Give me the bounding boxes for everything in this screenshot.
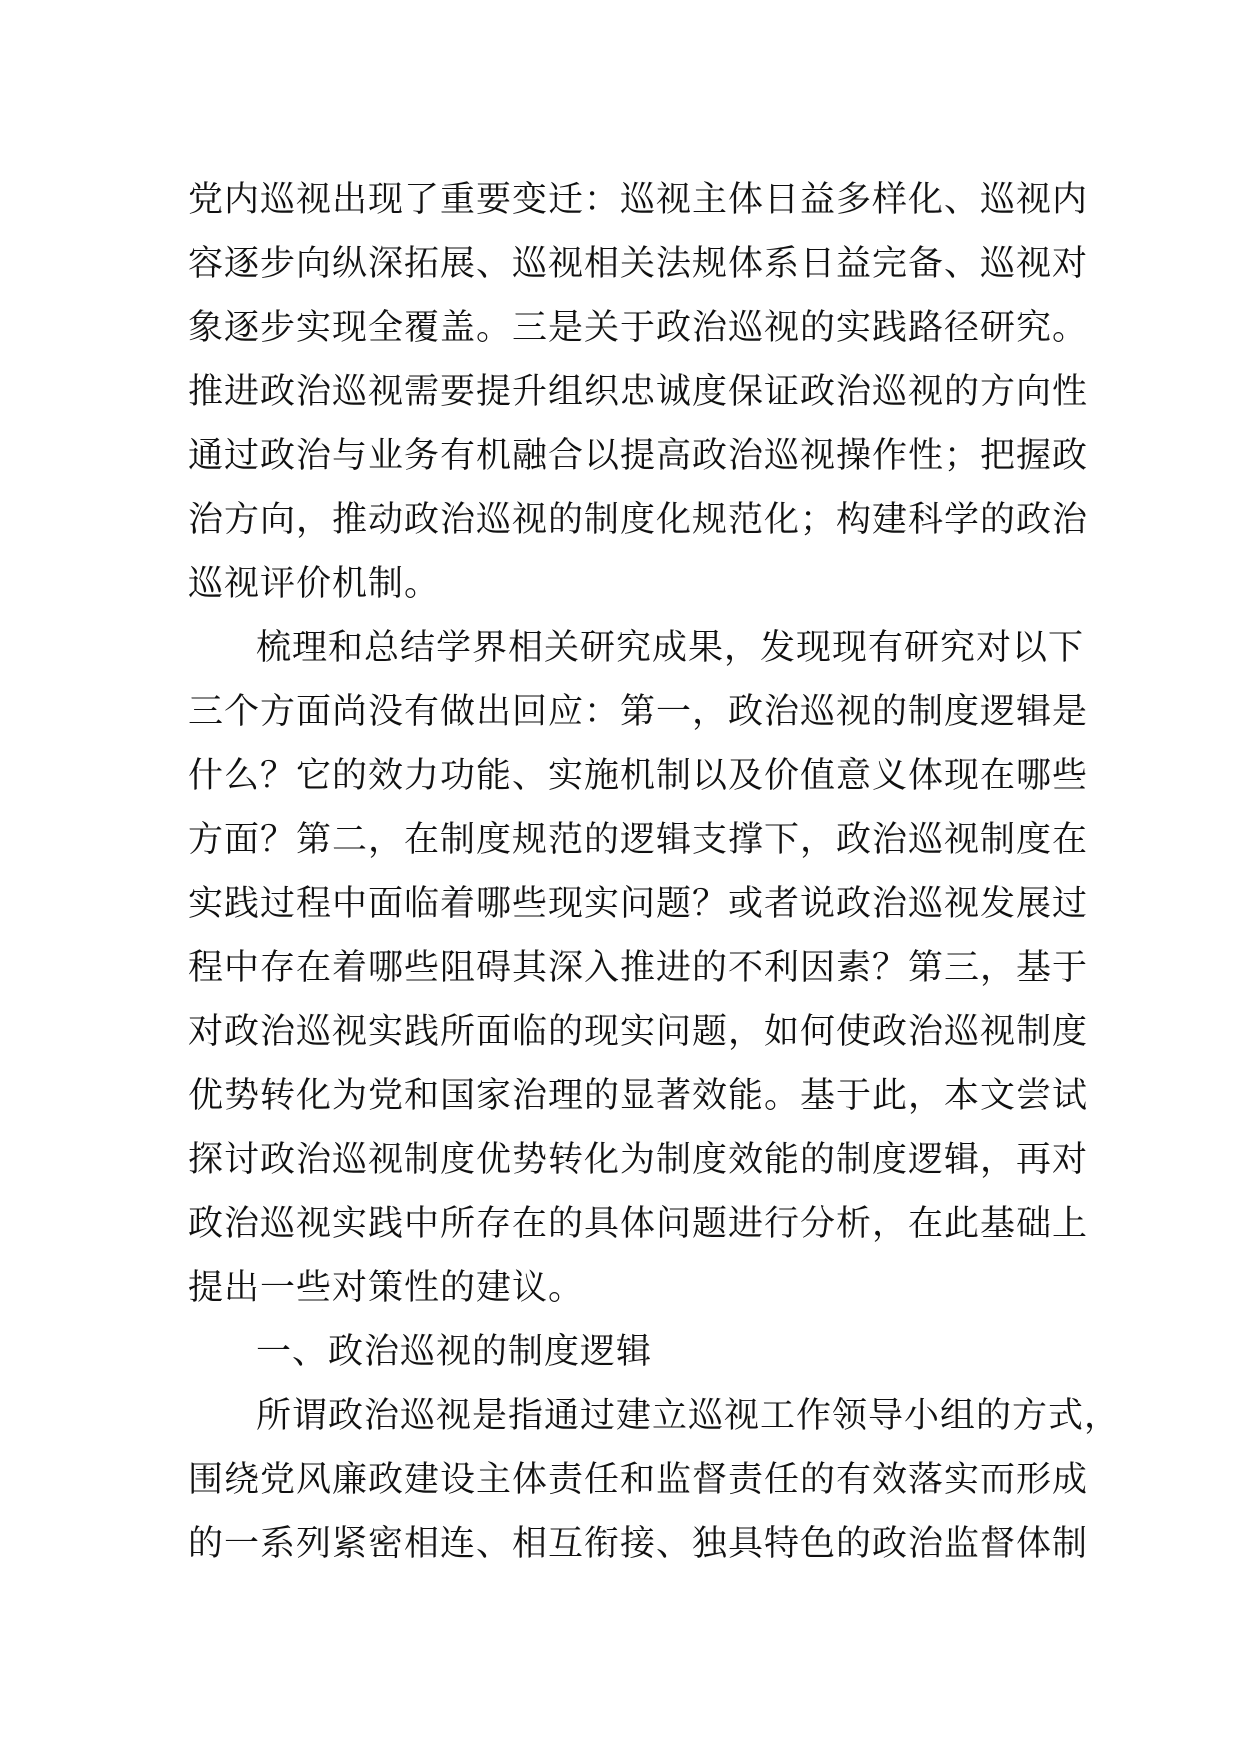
text-line: 梳理和总结学界相关研究成果，发现现有研究对以下 xyxy=(256,628,1085,668)
text-line: 党内巡视出现了重要变迁：巡视主体日益多样化、巡视内 xyxy=(188,180,1089,220)
text-line: 的一系列紧密相连、相互衔接、独具特色的政治监督体制 xyxy=(188,1524,1089,1564)
text-line: 三个方面尚没有做出回应：第一，政治巡视的制度逻辑是 xyxy=(188,692,1089,732)
document-page xyxy=(188,168,1121,1576)
section-heading xyxy=(188,1320,1068,1384)
paragraph xyxy=(188,1384,1121,1576)
text-line: 围绕党风廉政建设主体责任和监督责任的有效落实而形成 xyxy=(188,1460,1089,1500)
text-line: 程中存在着哪些阻碍其深入推进的不利因素？第三，基于 xyxy=(188,948,1089,988)
text-line: 治方向，推动政治巡视的制度化规范化；构建科学的政治 xyxy=(188,500,1089,540)
text-line: 通过政治与业务有机融合以提高政治巡视操作性；把握政 xyxy=(188,436,1089,476)
text-line: 方面？第二，在制度规范的逻辑支撑下，政治巡视制度在 xyxy=(188,820,1089,860)
text-line: 提出一些对策性的建议。 xyxy=(188,1268,585,1308)
heading-line: 一、政治巡视的制度逻辑 xyxy=(256,1332,653,1372)
paragraph-continued xyxy=(188,168,1089,616)
text-line: 容逐步向纵深拓展、巡视相关法规体系日益完备、巡视对 xyxy=(188,244,1089,284)
text-line: 优势转化为党和国家治理的显著效能。基于此，本文尝试 xyxy=(188,1076,1089,1116)
text-line: 所谓政治巡视是指通过建立巡视工作领导小组的方式， xyxy=(256,1396,1121,1436)
text-line: 政治巡视实践中所存在的具体问题进行分析，在此基础上 xyxy=(188,1204,1089,1244)
text-line: 象逐步实现全覆盖。三是关于政治巡视的实践路径研究。 xyxy=(188,308,1089,348)
text-line: 巡视评价机制。 xyxy=(188,564,441,604)
paragraph xyxy=(188,616,1089,1320)
text-line: 对政治巡视实践所面临的现实问题，如何使政治巡视制度 xyxy=(188,1012,1089,1052)
text-line: 什么？它的效力功能、实施机制以及价值意义体现在哪些 xyxy=(188,756,1089,796)
text-line: 实践过程中面临着哪些现实问题？或者说政治巡视发展过 xyxy=(188,884,1089,924)
text-line: 推进政治巡视需要提升组织忠诚度保证政治巡视的方向性 xyxy=(188,372,1089,412)
text-line: 探讨政治巡视制度优势转化为制度效能的制度逻辑，再对 xyxy=(188,1140,1089,1180)
